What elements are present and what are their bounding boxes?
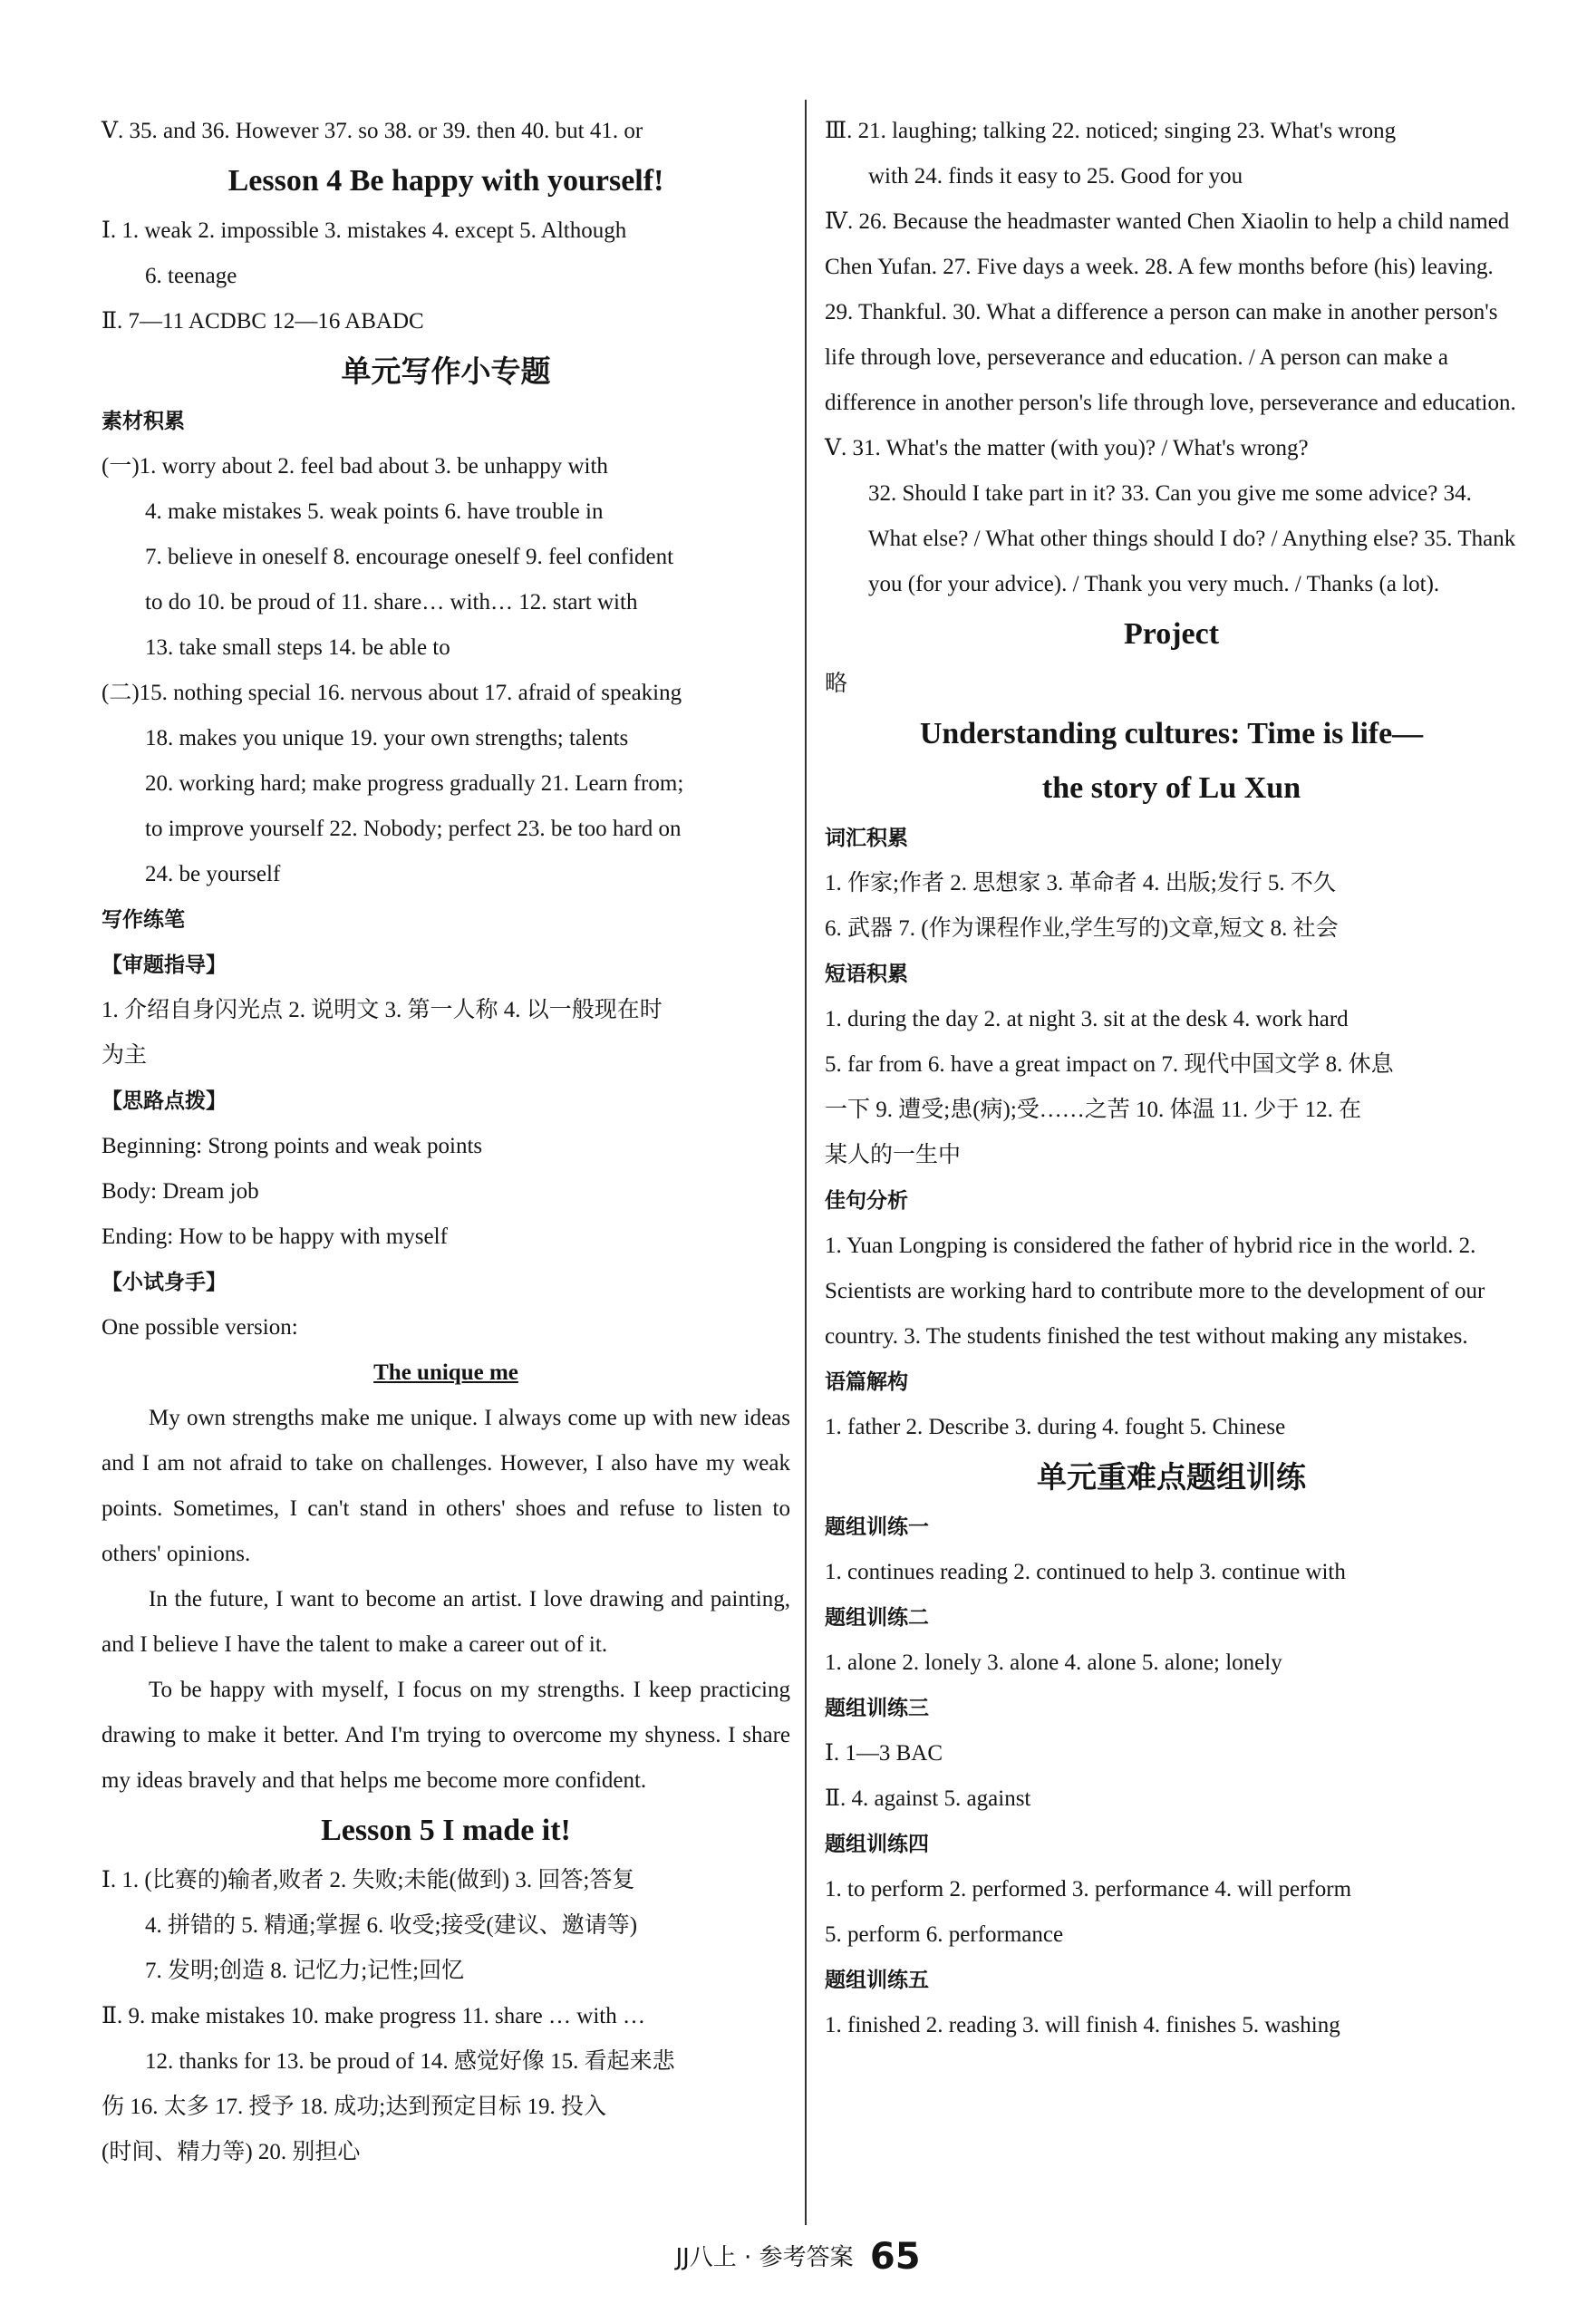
guidance-heading: 【审题指导】	[102, 953, 227, 977]
answer-line: 1. during the day 2. at night 3. sit at the desk 4. work hard	[825, 1007, 1349, 1031]
idea-heading: 【思路点拨】	[102, 1089, 227, 1113]
group-heading: 题组训练一	[825, 1515, 929, 1539]
page-footer	[0, 2234, 1596, 2280]
omitted-note: 略	[825, 672, 848, 696]
answer-line: 1. alone 2. lonely 3. alone 4. alone 5. alone; lonely	[825, 1650, 1282, 1675]
answer-line: 12. thanks for 13. be proud of 14. 感觉好像 15. 看起来悲	[145, 2049, 675, 2074]
discourse-heading: 语篇解构	[825, 1370, 908, 1394]
answer-line: 某人的一生中	[825, 1143, 962, 1167]
footer-label: JJ八上 · 参考答案	[675, 2244, 854, 2271]
column-divider	[805, 100, 807, 2225]
answer-line: with 24. finds it easy to 25. Good for you	[868, 164, 1243, 189]
answer-line: Ⅰ. 1—3 BAC	[825, 1741, 943, 1766]
answer-line: 6. teenage	[145, 264, 237, 288]
answer-line: Ⅱ. 7—11 ACDBC 12—16 ABADC	[102, 309, 424, 334]
writing-section-title: 单元写作小专题	[341, 353, 551, 389]
answer-line: Ⅱ. 4. against 5. against	[825, 1786, 1031, 1811]
answer-line: 1. to perform 2. performed 3. performance 4. will perform	[825, 1877, 1352, 1902]
answer-line: 7. believe in oneself 8. encourage oneself 9. feel confident	[145, 545, 674, 569]
outline-line: Beginning: Strong points and weak points	[102, 1134, 483, 1158]
vocabulary-heading: 词汇积累	[825, 827, 908, 850]
answer-line: 伤 16. 太多 17. 授予 18. 成功;达到预定目标 19. 投入	[102, 2095, 606, 2119]
answer-line: to improve yourself 22. Nobody; perfect 23. be too hard on	[145, 817, 682, 841]
essay-title: The unique me	[373, 1360, 518, 1385]
answer-line: 1. finished 2. reading 3. will finish 4. finishes 5. washing	[825, 2013, 1340, 2037]
answer-line: 1. continues reading 2. continued to help 3. continue with	[825, 1560, 1346, 1584]
essay-paragraph: To be happy with myself, I focus on my strengths. I keep practicing drawing to make it better. And I'm trying to overcome my shyness. I share my ideas bravely and that helps me become more confident.	[102, 1678, 790, 1793]
answer-paragraph: Ⅳ. 26. Because the headmaster wanted Chen Xiaolin to help a child named Chen Yufan. 27. Five days a week. 28. A few months before (his) leaving. 29. Thankful. 30. What a difference a person can make in another person's life through love, perseverance and education. / A person can make a difference in another person's life through love, perseverance and education.	[825, 209, 1516, 415]
answer-line: Ⅱ. 9. make mistakes 10. make progress 11. share … with …	[102, 2004, 645, 2028]
answer-line: 4. make mistakes 5. weak points 6. have trouble in	[145, 499, 604, 524]
outline-line: Body: Dream job	[102, 1179, 259, 1204]
material-heading: 素材积累	[102, 410, 185, 433]
answer-line: 24. be yourself	[145, 862, 281, 886]
version-label: One possible version:	[102, 1315, 298, 1340]
answer-line: Ⅰ. 1. weak 2. impossible 3. mistakes 4. except 5. Although	[102, 218, 627, 243]
answer-line: 一下 9. 遭受;患(病);受……之苦 10. 体温 11. 少于 12. 在	[825, 1098, 1362, 1122]
answer-line: 4. 拼错的 5. 精通;掌握 6. 收受;接受(建议、邀请等)	[145, 1913, 638, 1938]
outline-line: Ending: How to be happy with myself	[102, 1224, 448, 1249]
answer-paragraph: 32. Should I take part in it? 33. Can you give me some advice? 34. What else? / What other things should I do? / Anything else? 35. Thank you (for your advice). / Thank you very much. / Thanks (a lot).	[868, 481, 1516, 596]
answer-line: 6. 武器 7. (作为课程作业,学生写的)文章,短文 8. 社会	[825, 916, 1339, 941]
answer-line: (二)15. nothing special 16. nervous about 17. afraid of speaking	[102, 681, 682, 705]
left-column	[102, 109, 790, 2175]
essay-paragraph: In the future, I want to become an artist. I love drawing and painting, and I believe I have the talent to make a career out of it.	[102, 1587, 790, 1657]
right-column	[825, 109, 1518, 2048]
answer-paragraph: 1. Yuan Longping is considered the father of hybrid rice in the world. 2. Scientists are working hard to contribute more to the development of our country. 3. The students finished the test without making any mistakes.	[825, 1234, 1485, 1349]
answer-line: Ⅲ. 21. laughing; talking 22. noticed; singing 23. What's wrong	[825, 119, 1397, 143]
answer-line: Ⅰ. 1. (比赛的)输者,败者 2. 失败;未能(做到) 3. 回答;答复	[102, 1868, 635, 1892]
project-title: Project	[1123, 617, 1220, 651]
page-number: 65	[869, 2236, 921, 2278]
sentence-heading: 佳句分析	[825, 1189, 908, 1213]
answer-line: 5. perform 6. performance	[825, 1922, 1064, 1947]
group-heading: 题组训练五	[825, 1969, 929, 1992]
group-heading: 题组训练三	[825, 1697, 929, 1720]
try-heading: 【小试身手】	[102, 1271, 227, 1294]
culture-subtitle: the story of Lu Xun	[1041, 771, 1301, 805]
answer-line: Ⅴ. 35. and 36. However 37. so 38. or 39. then 40. but 41. or	[102, 119, 643, 143]
essay-paragraph: My own strengths make me unique. I always come up with new ideas and I am not afraid to take on challenges. However, I also have my weak points. Sometimes, I can't stand in others' shoes and refuse to listen to others' opinions.	[102, 1406, 790, 1566]
lesson5-title: Lesson 5 I made it!	[321, 1814, 571, 1847]
practice-heading: 写作练笔	[102, 908, 185, 932]
answer-line: Ⅴ. 31. What's the matter (with you)? / What's wrong?	[825, 436, 1309, 460]
answer-line: 20. working hard; make progress gradually 21. Learn from;	[145, 771, 684, 796]
lesson4-title: Lesson 4 Be happy with yourself!	[227, 164, 664, 198]
group-heading: 题组训练四	[825, 1833, 929, 1856]
phrase-heading: 短语积累	[825, 963, 908, 986]
answer-line: 为主	[102, 1043, 148, 1068]
group-heading: 题组训练二	[825, 1606, 929, 1630]
answer-line: (时间、精力等) 20. 别担心	[102, 2140, 361, 2164]
answer-line: 13. take small steps 14. be able to	[145, 635, 450, 660]
key-points-title: 单元重难点题组训练	[1037, 1459, 1306, 1495]
culture-title: Understanding cultures: Time is life—	[919, 717, 1424, 750]
answer-line: (一)1. worry about 2. feel bad about 3. be unhappy with	[102, 454, 608, 479]
answer-line: 1. 作家;作者 2. 思想家 3. 革命者 4. 出版;发行 5. 不久	[825, 871, 1336, 895]
answer-line: 1. father 2. Describe 3. during 4. fought 5. Chinese	[825, 1415, 1286, 1439]
answer-line: 1. 介绍自身闪光点 2. 说明文 3. 第一人称 4. 以一般现在时	[102, 998, 663, 1022]
answer-line: 18. makes you unique 19. your own strengths; talents	[145, 726, 629, 750]
answer-line: 5. far from 6. have a great impact on 7. 现代中国文学 8. 休息	[825, 1052, 1394, 1077]
answer-line: 7. 发明;创造 8. 记忆力;记性;回忆	[145, 1959, 465, 1983]
answer-line: to do 10. be proud of 11. share… with… 12. start with	[145, 590, 638, 615]
